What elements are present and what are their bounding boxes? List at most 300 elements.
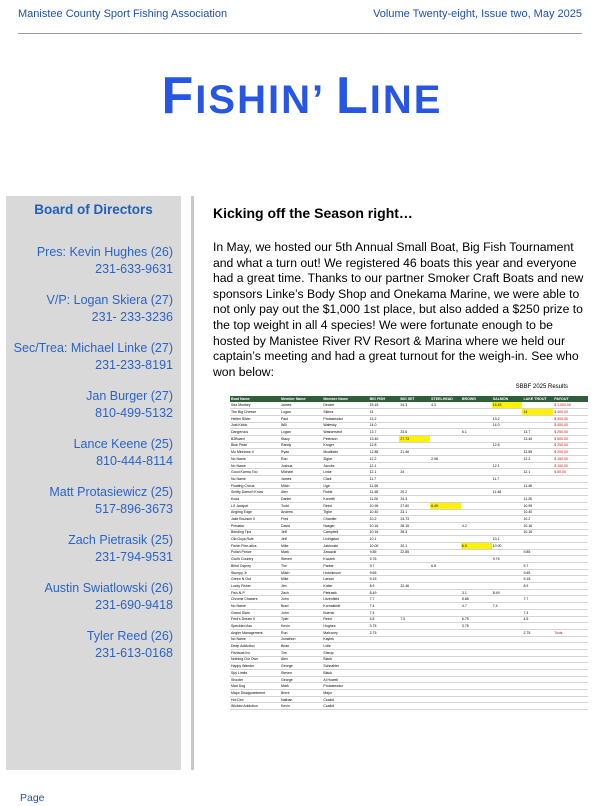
results-cell: 3.75 — [461, 623, 492, 630]
results-cell: 12.8 — [492, 442, 523, 449]
results-cell — [461, 415, 492, 422]
results-cell: Sheup — [322, 649, 368, 656]
results-cell: 11.48 — [369, 482, 400, 489]
results-cell: Blind Osprey — [230, 563, 280, 570]
director-entry — [68, 532, 173, 566]
director-name: V/P: Logan Skiera (27) — [46, 293, 173, 307]
results-cell — [430, 569, 461, 576]
results-cell: 12.8 — [369, 442, 400, 449]
results-cell: 9.65 — [369, 569, 400, 576]
results-cell: Mark — [280, 683, 322, 690]
results-cell: 24.3 — [399, 402, 430, 409]
results-cell — [492, 696, 523, 703]
results-cell: Tools — [553, 629, 588, 636]
results-row — [230, 629, 588, 636]
results-cell — [399, 703, 430, 710]
results-cell — [399, 442, 430, 449]
results-cell — [461, 643, 492, 650]
results-cell — [399, 476, 430, 483]
results-column-header: Boat Name — [230, 396, 280, 402]
results-cell — [522, 556, 553, 563]
board-sidebar — [6, 196, 181, 770]
results-cell: 10.2 — [369, 516, 400, 523]
results-cell — [399, 663, 430, 670]
results-cell — [399, 482, 430, 489]
results-column-header: Member Name — [322, 396, 368, 402]
results-row — [230, 556, 588, 563]
results-row — [230, 569, 588, 576]
results-cell: 10.99 — [522, 502, 553, 509]
results-cell: Fred — [280, 516, 322, 523]
results-cell: Jeff — [280, 536, 322, 543]
results-row — [230, 442, 588, 449]
results-cell — [430, 676, 461, 683]
results-cell — [461, 609, 492, 616]
results-cell: Alex — [280, 656, 322, 663]
results-cell: Stacy — [280, 435, 322, 442]
results-cell: Andrew — [280, 509, 322, 516]
results-cell — [399, 409, 430, 416]
director-name: Sec/Trea: Michael Linke (27) — [13, 341, 173, 355]
results-cell — [461, 656, 492, 663]
results-cell — [553, 623, 588, 630]
results-cell — [522, 656, 553, 663]
results-cell — [430, 629, 461, 636]
results-cell — [492, 456, 523, 463]
results-cell: Rubik — [322, 489, 368, 496]
results-cell: Nasger — [322, 522, 368, 529]
results-cell — [553, 670, 588, 677]
director-name: Zach Pietrasik (25) — [68, 533, 173, 547]
director-name: Lance Keene (25) — [73, 437, 173, 451]
director-phone: 810-444-8114 — [96, 454, 173, 468]
results-cell — [430, 415, 461, 422]
results-cell — [399, 649, 430, 656]
results-cell — [492, 649, 523, 656]
results-cell: $ 300.00 — [553, 415, 588, 422]
results-cell: 7.7 — [522, 596, 553, 603]
results-cell: Ron — [280, 456, 322, 463]
results-cell: Hot Dex — [230, 696, 280, 703]
results-cell: Skiera — [322, 409, 368, 416]
results-cell — [522, 663, 553, 670]
results-cell — [492, 469, 523, 476]
results-cell: Mahoney — [322, 629, 368, 636]
results-cell — [553, 542, 588, 549]
results-cell — [461, 636, 492, 643]
results-cell: 21.46 — [399, 449, 430, 456]
results-cell — [553, 556, 588, 563]
results-cell — [399, 415, 430, 422]
results-cell — [461, 556, 492, 563]
results-cell — [553, 502, 588, 509]
results-cell — [492, 583, 523, 590]
results-cell: 9.15 — [369, 576, 400, 583]
results-cell — [369, 690, 400, 697]
results-cell — [399, 603, 430, 610]
results-cell — [430, 476, 461, 483]
results-cell — [492, 643, 523, 650]
results-cell — [461, 649, 492, 656]
results-cell: Litzenfield — [322, 596, 368, 603]
org-name: Manistee County Sport Fishing Association — [18, 8, 228, 20]
results-cell — [461, 549, 492, 556]
results-cell — [461, 683, 492, 690]
results-cell: Good Karma Too — [230, 469, 280, 476]
results-cell: George — [280, 663, 322, 670]
results-cell: Nathan — [280, 696, 322, 703]
results-cell: Livingston — [322, 536, 368, 543]
results-cell: Jake Bouncin II — [230, 516, 280, 523]
results-row — [230, 456, 588, 463]
results-cell: 11.7 — [492, 476, 523, 483]
director-phone: 517-896-3673 — [95, 502, 173, 516]
results-row — [230, 643, 588, 650]
results-cell — [461, 496, 492, 503]
results-cell — [461, 516, 492, 523]
director-name: Pres: Kevin Hughes (26) — [36, 245, 173, 259]
results-cell: 13.40 — [522, 435, 553, 442]
results-row — [230, 563, 588, 570]
results-cell: 12.85 — [522, 449, 553, 456]
results-row — [230, 589, 588, 596]
director-phone: 231-613-0168 — [95, 646, 173, 660]
column-divider — [191, 196, 194, 770]
results-cell: Green N Out — [230, 576, 280, 583]
director-entry — [86, 388, 173, 422]
results-cell: Parker — [322, 563, 368, 570]
results-cell — [522, 442, 553, 449]
results-cell: 4.2 — [461, 522, 492, 529]
results-cell: Schnabler — [322, 663, 368, 670]
results-cell: Mike — [280, 576, 322, 583]
results-cell — [553, 649, 588, 656]
results-cell: Mike — [280, 542, 322, 549]
results-cell: Clark — [322, 476, 368, 483]
director-entry — [14, 340, 173, 374]
results-cell: Jacobs — [322, 462, 368, 469]
results-cell — [369, 696, 400, 703]
results-cell — [461, 676, 492, 683]
results-cell — [553, 696, 588, 703]
results-cell: 12.1 — [369, 462, 400, 469]
results-row — [230, 609, 588, 616]
results-cell: 9.7 — [522, 563, 553, 570]
results-cell: B2Board — [230, 435, 280, 442]
title-small-1: ISHIN’ — [195, 78, 336, 122]
results-cell: Alex — [280, 489, 322, 496]
results-cell: 24 — [399, 469, 430, 476]
results-cell: Black — [322, 656, 368, 663]
director-entry — [47, 292, 173, 326]
results-cell — [553, 522, 588, 529]
title-cap-2: L — [336, 67, 370, 125]
results-cell: 15.15 — [369, 402, 400, 409]
director-name: Tyler Reed (26) — [86, 629, 173, 643]
results-cell — [430, 623, 461, 630]
results-cell: 6.8 — [430, 563, 461, 570]
results-cell — [522, 542, 553, 549]
results-cell — [492, 690, 523, 697]
results-cell: Michael — [280, 469, 322, 476]
results-cell: 8.49 — [369, 589, 400, 596]
results-cell — [461, 422, 492, 429]
results-row — [230, 529, 588, 536]
results-row — [230, 683, 588, 690]
results-cell — [553, 690, 588, 697]
results-cell — [369, 636, 400, 643]
results-cell: 6.75 — [461, 616, 492, 623]
results-cell — [399, 676, 430, 683]
results-cell — [461, 402, 492, 409]
results-cell — [399, 690, 430, 697]
results-cell — [399, 636, 430, 643]
results-cell — [430, 603, 461, 610]
results-cell: Kolter — [322, 583, 368, 590]
results-cell: $ 500.00 — [553, 435, 588, 442]
results-cell — [553, 489, 588, 496]
results-cell: The Big Cheese — [230, 409, 280, 416]
results-cell: 10.40 — [522, 509, 553, 516]
results-cell: $ 400.00 — [553, 422, 588, 429]
results-cell: Brad — [280, 603, 322, 610]
results-cell — [492, 576, 523, 583]
results-cell: 15.15 — [492, 402, 523, 409]
results-cell — [522, 536, 553, 543]
results-cell: 20.2 — [399, 489, 430, 496]
results-cell — [461, 502, 492, 509]
results-row — [230, 496, 588, 503]
results-cell: 7.7 — [369, 596, 400, 603]
results-row — [230, 402, 588, 409]
results-cell: 7.4 — [369, 609, 400, 616]
results-cell: 13.40 — [369, 435, 400, 442]
results-cell: 22.46 — [399, 583, 430, 590]
results-cell: 10.16 — [522, 522, 553, 529]
results-cell: Mitch — [280, 482, 322, 489]
results-cell — [492, 703, 523, 710]
results-row — [230, 549, 588, 556]
results-caption: SBBF 2025 Results — [515, 384, 568, 390]
results-cell: 7.4 — [369, 603, 400, 610]
results-cell — [522, 676, 553, 683]
results-cell — [461, 583, 492, 590]
results-cell — [430, 549, 461, 556]
results-table — [230, 396, 588, 710]
results-cell — [461, 670, 492, 677]
results-cell — [492, 623, 523, 630]
results-cell: Uge — [322, 482, 368, 489]
results-cell: 8.49 — [492, 589, 523, 596]
results-cell: Chantler — [322, 516, 368, 523]
results-cell — [399, 536, 430, 543]
results-cell: Major Disappointment — [230, 690, 280, 697]
results-cell: 10.40 — [369, 509, 400, 516]
director-phone: 231-794-9531 — [95, 550, 173, 564]
results-row — [230, 696, 588, 703]
results-cell: Zach — [280, 589, 322, 596]
results-cell — [492, 502, 523, 509]
results-cell: 6.1 — [461, 429, 492, 436]
results-cell: Stumpy Jr — [230, 569, 280, 576]
results-cell: Deep Addiction — [230, 643, 280, 650]
results-row — [230, 649, 588, 656]
results-cell: Logan — [280, 429, 322, 436]
results-cell — [461, 489, 492, 496]
results-cell: 26.15 — [399, 522, 430, 529]
results-cell: Black — [322, 670, 368, 677]
results-row — [230, 690, 588, 697]
results-cell — [430, 409, 461, 416]
results-cell — [430, 670, 461, 677]
results-cell — [492, 449, 523, 456]
director-entry — [37, 244, 173, 278]
results-cell — [461, 449, 492, 456]
page-label: Page — [20, 792, 45, 804]
results-column-header: Member Name — [280, 396, 322, 402]
results-cell — [553, 549, 588, 556]
results-cell: Mcallister — [322, 449, 368, 456]
results-cell — [553, 609, 588, 616]
results-cell — [522, 489, 553, 496]
results-cell — [553, 703, 588, 710]
results-cell: Fishboat Inc — [230, 649, 280, 656]
results-cell: Wasserstrof — [322, 429, 368, 436]
results-row — [230, 636, 588, 643]
results-cell — [399, 683, 430, 690]
results-cell: No Name — [230, 462, 280, 469]
results-cell: Nothing Our Own — [230, 656, 280, 663]
results-cell — [430, 542, 461, 549]
results-cell — [399, 670, 430, 677]
results-cell — [522, 415, 553, 422]
results-cell — [461, 435, 492, 442]
results-cell — [492, 683, 523, 690]
results-cell: Shooter — [230, 676, 280, 683]
results-cell: Polish Prince — [230, 549, 280, 556]
results-cell: 11.48 — [492, 489, 523, 496]
results-cell: 12.2 — [522, 456, 553, 463]
results-cell: 6.49 — [430, 502, 461, 509]
results-cell: 4.3 — [430, 402, 461, 409]
results-cell — [369, 643, 400, 650]
results-cell — [430, 596, 461, 603]
results-cell — [492, 509, 523, 516]
results-cell: Will — [280, 422, 322, 429]
results-cell: 6.9 — [461, 542, 492, 549]
results-cell: 7.4 — [492, 603, 523, 610]
results-cell — [461, 462, 492, 469]
director-entry — [87, 628, 173, 662]
results-row — [230, 469, 588, 476]
results-cell: Daniel — [280, 496, 322, 503]
results-cell: Wicked Addiction — [230, 703, 280, 710]
results-cell — [430, 489, 461, 496]
results-row — [230, 502, 588, 509]
results-cell — [430, 589, 461, 596]
results-cell: Korvelli — [322, 496, 368, 503]
results-cell: No Name — [230, 636, 280, 643]
results-cell: 4.5 — [522, 616, 553, 623]
results-cell: Hutchinson — [322, 569, 368, 576]
results-cell: Joshua — [280, 462, 322, 469]
results-cell: Old Guys Rule — [230, 536, 280, 543]
results-cell — [461, 509, 492, 516]
results-cell — [430, 690, 461, 697]
results-cell: 23.1 — [399, 509, 430, 516]
results-cell — [399, 623, 430, 630]
results-cell — [492, 549, 523, 556]
results-cell — [492, 409, 523, 416]
header-bar — [18, 8, 582, 34]
director-entry — [44, 580, 173, 614]
results-cell — [430, 449, 461, 456]
results-cell: 12.2 — [369, 456, 400, 463]
results-cell: 10.99 — [369, 502, 400, 509]
results-cell — [492, 663, 523, 670]
director-phone: 231-233-8191 — [95, 358, 173, 372]
results-cell: 8.9 — [369, 583, 400, 590]
results-cell — [492, 616, 523, 623]
results-cell: John — [280, 596, 322, 603]
results-cell: 10.1 — [492, 536, 523, 543]
results-cell: Blue Pearl — [230, 442, 280, 449]
results-cell: Lil' Jackpot — [230, 502, 280, 509]
results-cell: Mo Minnows II — [230, 449, 280, 456]
results-cell: Dangerous — [230, 429, 280, 436]
results-cell: Happy Wander — [230, 663, 280, 670]
results-cell — [430, 422, 461, 429]
results-cell — [430, 516, 461, 523]
results-cell — [430, 636, 461, 643]
results-cell — [430, 556, 461, 563]
results-cell — [461, 563, 492, 570]
results-cell: Reed — [322, 616, 368, 623]
results-cell: Tyler — [280, 616, 322, 623]
results-cell: Fish-N-P — [230, 589, 280, 596]
results-cell: $ 250.00 — [553, 442, 588, 449]
results-row — [230, 409, 588, 416]
results-cell — [399, 609, 430, 616]
results-row — [230, 603, 588, 610]
results-cell: 10.2 — [522, 516, 553, 523]
results-cell — [430, 496, 461, 503]
results-cell: Spy Limits — [230, 670, 280, 677]
results-cell: Protasiewicz — [322, 683, 368, 690]
results-cell: Chrome Chasers — [230, 596, 280, 603]
results-cell: 7.0 — [399, 616, 430, 623]
results-cell: 14 — [522, 409, 553, 416]
results-cell — [430, 583, 461, 590]
results-cell: $ 100.00 — [553, 462, 588, 469]
results-cell: 9.7 — [369, 563, 400, 570]
results-cell — [553, 589, 588, 596]
results-row — [230, 489, 588, 496]
results-cell — [369, 656, 400, 663]
results-cell: 14.0 — [369, 422, 400, 429]
results-cell: Zawacki — [322, 549, 368, 556]
results-cell: Steven — [280, 556, 322, 563]
results-cell — [492, 596, 523, 603]
results-cell — [492, 629, 523, 636]
results-cell: 9.65 — [522, 569, 553, 576]
results-cell — [553, 496, 588, 503]
results-cell — [461, 576, 492, 583]
results-cell — [399, 569, 430, 576]
results-cell — [553, 516, 588, 523]
results-cell: Ziglar — [322, 456, 368, 463]
results-cell — [430, 643, 461, 650]
